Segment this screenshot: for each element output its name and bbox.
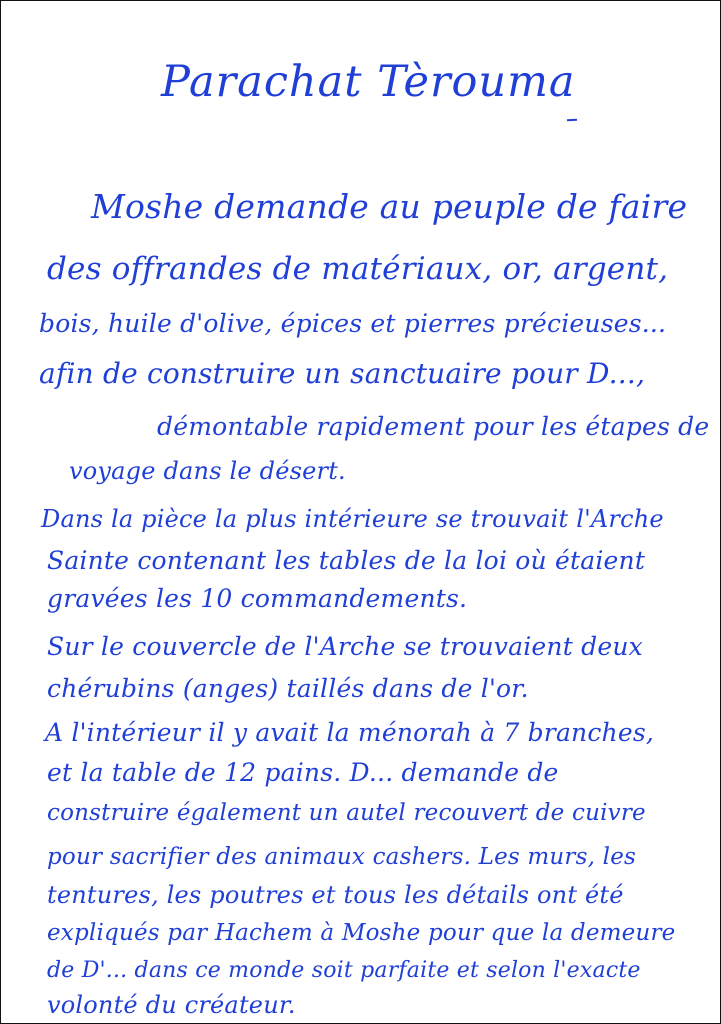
text-line-3: bois, huile d'olive, épices et pierres précieuses... xyxy=(39,309,667,338)
text-line-1: Moshe demande au peuple de faire xyxy=(91,187,688,226)
text-line-14: construire également un autel recouvert de cuivre xyxy=(47,800,646,826)
text-line-16: tentures, les poutres et tous les détails ont été xyxy=(47,881,624,909)
text-line-12: A l'intérieur il y avait la ménorah à 7 branches, xyxy=(45,718,655,747)
text-line-17: expliqués par Hachem à Moshe pour que la demeure xyxy=(47,920,676,946)
page-title: Parachat Tèrouma xyxy=(161,57,576,107)
text-line-4: afin de construire un sanctuaire pour D..., xyxy=(39,357,646,390)
title-underline-stroke xyxy=(567,119,577,122)
text-line-7: Dans la pièce la plus intérieure se trouvait l'Arche xyxy=(41,505,664,533)
text-line-9: gravées les 10 commandements. xyxy=(47,584,468,613)
text-line-8: Sainte contenant les tables de la loi où étaient xyxy=(47,546,646,575)
text-line-15: pour sacrifier des animaux cashers. Les murs, les xyxy=(47,844,637,870)
text-line-5: démontable rapidement pour les étapes de xyxy=(157,412,710,441)
text-line-13: et la table de 12 pains. D... demande de xyxy=(47,758,559,787)
text-line-2: des offrandes de matériaux, or, argent, xyxy=(47,251,669,287)
text-line-11: chérubins (anges) taillés dans de l'or. xyxy=(47,674,529,703)
text-line-19: volonté du créateur. xyxy=(47,991,296,1019)
text-line-10: Sur le couvercle de l'Arche se trouvaient deux xyxy=(47,632,643,661)
text-line-6: voyage dans le désert. xyxy=(69,457,346,485)
text-line-18: de D'... dans ce monde soit parfaite et selon l'exacte xyxy=(47,958,641,983)
